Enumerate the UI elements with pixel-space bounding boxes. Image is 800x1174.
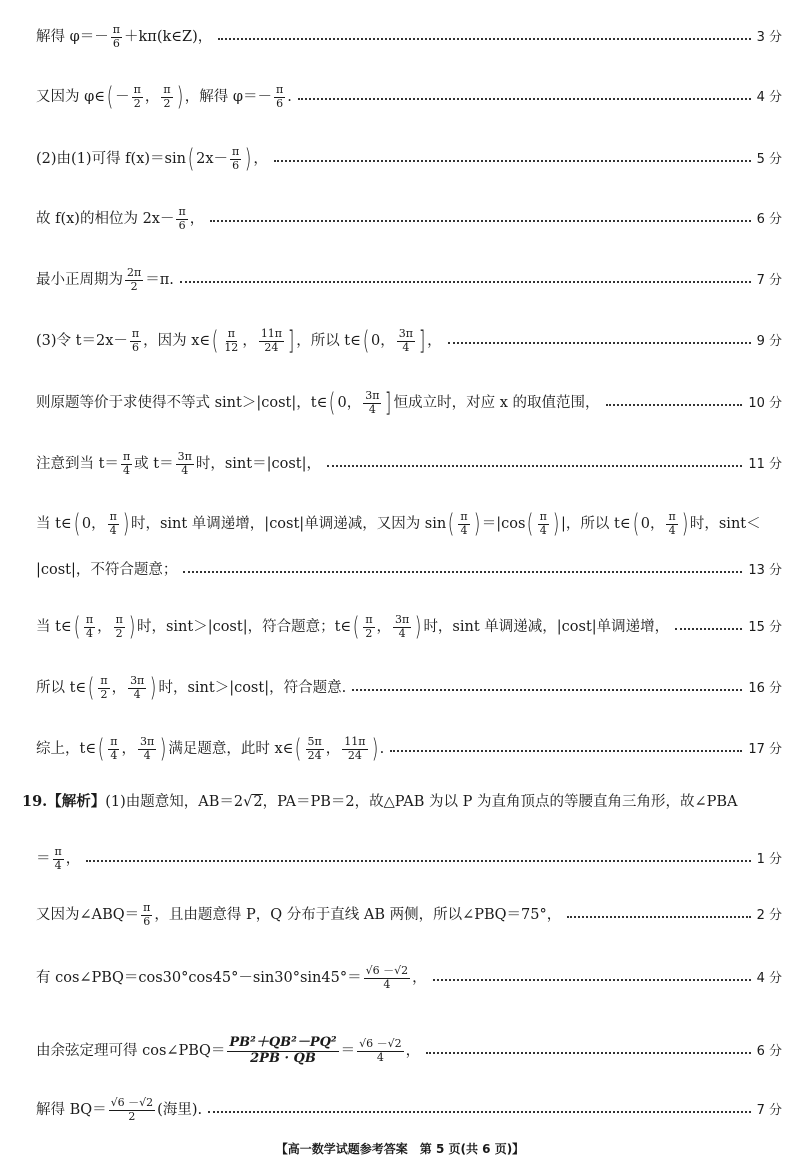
fraction: $\frac{√6 -√2}{4}$ bbox=[365, 964, 409, 991]
text: 解得 BQ＝ bbox=[36, 1101, 107, 1118]
paren: ) bbox=[552, 509, 560, 540]
paren: ( bbox=[73, 509, 81, 540]
text: 所以 t∈ bbox=[36, 679, 87, 696]
fraction: $\frac{3\pi}{4}$ bbox=[130, 674, 145, 701]
solution-line-12 bbox=[36, 673, 782, 704]
solution-line-5 bbox=[36, 267, 782, 293]
text: ，所以 t∈ bbox=[296, 332, 361, 349]
text: 时，sint 单调递增，|cost|单调递减，又因为 sin bbox=[130, 515, 447, 532]
text: 当 t∈ bbox=[36, 618, 72, 635]
fraction: $\frac{\pi}{6}$ bbox=[143, 901, 151, 928]
text: 注意到当 t＝ bbox=[36, 455, 119, 472]
text: ， bbox=[121, 740, 136, 757]
text: ， bbox=[649, 515, 665, 532]
text: 有 cos∠PBQ＝cos30°cos45°－sin30°sin45°＝ bbox=[36, 969, 362, 986]
text: ， bbox=[97, 618, 112, 635]
text: (2)由(1)可得 f(x)＝sin bbox=[36, 150, 186, 167]
dot-leader bbox=[218, 38, 750, 40]
solution-line-13 bbox=[36, 734, 782, 765]
text: ， bbox=[346, 394, 362, 411]
solution-line-1 bbox=[36, 24, 782, 50]
paren: ) bbox=[122, 509, 130, 540]
text: 则原题等价于求使得不等式 sint＞|cost|，t∈ bbox=[36, 394, 328, 411]
fraction: $\frac{\pi}{2}$ bbox=[133, 83, 141, 110]
text: ＝π. bbox=[145, 271, 174, 288]
score-label: 7 分 bbox=[756, 272, 782, 288]
text: . bbox=[379, 740, 385, 757]
text: ＝ bbox=[340, 1043, 356, 1060]
dot-leader bbox=[210, 220, 750, 222]
text: 0 bbox=[81, 515, 92, 532]
fraction: $\frac{2\pi}{2}$ bbox=[127, 266, 142, 293]
text: ， bbox=[253, 150, 268, 167]
text: ，解得 φ＝－ bbox=[184, 88, 273, 105]
text: (海里). bbox=[157, 1101, 203, 1118]
fraction: $\frac{\pi}{4}$ bbox=[109, 510, 117, 537]
paren: ( bbox=[362, 326, 370, 357]
text: |cost|，不符合题意； bbox=[36, 562, 178, 578]
score-label: 15 分 bbox=[748, 619, 782, 635]
dot-leader bbox=[567, 916, 750, 918]
solution-line-10 bbox=[36, 563, 782, 578]
sqrt-radicand: 2 bbox=[253, 794, 263, 810]
text: ， bbox=[91, 515, 106, 532]
fraction: $\frac{√6 -√2}{4}$ bbox=[359, 1037, 402, 1064]
text: 解得 φ＝－ bbox=[36, 28, 109, 45]
text: ， bbox=[325, 740, 341, 757]
fraction: $\frac{\pi}{12}$ bbox=[224, 327, 239, 354]
section-tag: 19.【解析】 bbox=[22, 792, 106, 810]
text: |，所以 t∈ bbox=[561, 515, 631, 532]
text: ，且由题意得 P，Q 分布于直线 AB 两侧，所以∠PBQ＝75°， bbox=[154, 906, 562, 923]
text: ， bbox=[380, 332, 395, 349]
text: 又因为∠ABQ＝ bbox=[36, 906, 140, 923]
paren: ) bbox=[473, 509, 481, 540]
fraction: $\frac{3\pi}{4}$ bbox=[177, 450, 192, 477]
fraction: $\frac{\pi}{4}$ bbox=[85, 613, 94, 640]
dot-leader bbox=[606, 404, 743, 406]
text: 由余弦定理可得 cos∠PBQ＝ bbox=[36, 1043, 226, 1060]
fraction: $\frac{\pi}{6}$ bbox=[276, 83, 284, 110]
text: ＋kπ(k∈Z)， bbox=[124, 28, 213, 45]
score-label: 1 分 bbox=[756, 851, 782, 867]
score-label: 3 分 bbox=[756, 29, 782, 45]
sqrt-symbol: √ bbox=[243, 793, 253, 810]
score-label: 6 分 bbox=[756, 211, 782, 227]
text: － bbox=[115, 88, 130, 105]
dot-leader bbox=[183, 571, 742, 573]
text: ， bbox=[405, 1043, 421, 1060]
text: ， bbox=[189, 210, 205, 227]
fraction: $\frac{\pi}{4}$ bbox=[668, 510, 676, 537]
text: 最小正周期为 bbox=[36, 271, 123, 288]
text: ， bbox=[242, 332, 257, 349]
text: ， bbox=[111, 679, 127, 696]
solution-line-17 bbox=[36, 965, 782, 991]
score-label: 11 分 bbox=[748, 456, 782, 472]
text: ＝|cos bbox=[481, 515, 526, 532]
fraction: $\frac{3\pi}{4}$ bbox=[398, 327, 413, 354]
paren: ( bbox=[352, 612, 360, 643]
fraction: $\frac{√6 -√2}{2}$ bbox=[110, 1096, 154, 1123]
score-label: 6 分 bbox=[756, 1043, 782, 1059]
score-label: 13 分 bbox=[748, 562, 782, 578]
text: 故 f(x)的相位为 2x－ bbox=[36, 210, 175, 227]
solution-line-18 bbox=[36, 1036, 782, 1067]
fraction: $\frac{\pi}{2}$ bbox=[163, 83, 171, 110]
dot-leader bbox=[433, 979, 751, 981]
solution-line-3 bbox=[36, 144, 782, 175]
solution-line-15 bbox=[36, 846, 782, 872]
paren: ( bbox=[329, 388, 336, 419]
text: ， bbox=[144, 88, 160, 105]
dot-leader bbox=[675, 628, 742, 630]
solution-line-6 bbox=[36, 326, 782, 357]
paren: ) bbox=[681, 509, 689, 540]
text: 时，sint＝|cost|， bbox=[195, 455, 321, 472]
score-label: 2 分 bbox=[756, 907, 782, 923]
text: ， bbox=[65, 850, 81, 867]
solution-line-11 bbox=[36, 612, 782, 643]
fraction: $\frac{\pi}{6}$ bbox=[178, 205, 186, 232]
score-label: 4 分 bbox=[756, 970, 782, 986]
paren: ) bbox=[415, 612, 422, 643]
paren: ( bbox=[87, 673, 95, 704]
dot-leader bbox=[298, 98, 751, 100]
dot-leader bbox=[208, 1111, 750, 1113]
text: 时，sint＞|cost|，符合题意. bbox=[158, 679, 347, 696]
paren: ] bbox=[385, 388, 392, 419]
paren: ) bbox=[176, 82, 184, 113]
dot-leader bbox=[352, 689, 742, 691]
paren: ( bbox=[73, 612, 81, 643]
fraction: $\frac{\pi}{2}$ bbox=[100, 674, 108, 701]
fraction: $\frac{\pi}{2}$ bbox=[365, 613, 373, 640]
dot-leader bbox=[180, 281, 751, 283]
fraction: $\frac{\pi}{4}$ bbox=[110, 735, 118, 762]
fraction: $\frac{\pi}{6}$ bbox=[131, 327, 140, 354]
fraction: $\frac{3\pi}{4}$ bbox=[365, 389, 380, 416]
text: 满足题意，此时 x∈ bbox=[168, 740, 294, 757]
text: ，PA＝PB＝2，故△PAB 为以 P 为直角顶点的等腰直角三角形，故∠PBA bbox=[262, 793, 738, 810]
text: 2x－ bbox=[196, 150, 229, 167]
text: 又因为 φ∈ bbox=[36, 88, 105, 105]
score-label: 5 分 bbox=[756, 151, 782, 167]
paren: ( bbox=[448, 509, 455, 540]
paren: ] bbox=[418, 326, 426, 357]
paren: ( bbox=[97, 734, 105, 765]
fraction: $\frac{\pi}{4}$ bbox=[460, 510, 468, 537]
fraction: $\frac{\pi}{2}$ bbox=[115, 613, 123, 640]
score-label: 10 分 bbox=[748, 395, 782, 411]
text: 0 bbox=[337, 394, 347, 411]
score-label: 4 分 bbox=[756, 89, 782, 105]
paren: ( bbox=[295, 734, 302, 765]
fraction: $\frac{11\pi}{24}$ bbox=[344, 735, 366, 762]
paren: ) bbox=[245, 144, 252, 175]
paren: ) bbox=[150, 673, 157, 704]
text: 0 bbox=[640, 515, 650, 532]
fraction: $\frac{11\pi}{24}$ bbox=[260, 327, 283, 354]
solution-line-8 bbox=[36, 451, 782, 477]
dot-leader bbox=[274, 160, 751, 162]
fraction: $\frac{\pi}{4}$ bbox=[122, 450, 131, 477]
fraction: $\frac{\pi}{6}$ bbox=[232, 145, 240, 172]
fraction: $\frac{\pi}{6}$ bbox=[112, 23, 120, 50]
dot-leader bbox=[426, 1052, 750, 1054]
fraction: $\frac{5\pi}{24}$ bbox=[307, 735, 322, 762]
page-footer: 【高一数学试题参考答案 第 5 页(共 6 页)】 bbox=[275, 1142, 525, 1156]
solution-line-2 bbox=[36, 82, 782, 113]
paren: ) bbox=[128, 612, 136, 643]
score-label: 17 分 bbox=[748, 741, 782, 757]
paren: ( bbox=[632, 509, 639, 540]
paren: ( bbox=[187, 144, 195, 175]
text: 或 t＝ bbox=[134, 455, 174, 472]
text: 恒成立时，对应 x 的取值范围， bbox=[393, 394, 600, 411]
paren: ( bbox=[106, 82, 114, 113]
solution-line-19 bbox=[36, 1097, 782, 1123]
dot-leader bbox=[448, 342, 751, 344]
text: ， bbox=[427, 332, 442, 349]
text: ， bbox=[412, 969, 427, 986]
solution-line-9 bbox=[36, 509, 782, 540]
text: 时，sint 单调递减，|cost|单调递增， bbox=[423, 618, 670, 635]
text: (3)令 t＝2x－ bbox=[36, 332, 128, 349]
paren: ) bbox=[371, 734, 378, 765]
text: . bbox=[287, 88, 292, 105]
problem-19-header bbox=[22, 794, 782, 810]
dot-leader bbox=[390, 750, 742, 752]
solution-line-4 bbox=[36, 206, 782, 232]
text: 时，sint＞|cost|，符合题意；t∈ bbox=[136, 618, 352, 635]
dot-leader bbox=[327, 465, 742, 467]
score-label: 16 分 bbox=[748, 680, 782, 696]
fraction: $\frac{\text{PB²＋QB²－PQ²}}{2PB \cdot QB}$ bbox=[229, 1035, 337, 1066]
solution-line-16 bbox=[36, 902, 782, 928]
text: (1)由题意知，AB＝2 bbox=[105, 793, 244, 810]
text: 时，sint＜ bbox=[689, 515, 761, 532]
fraction: $\frac{\pi}{4}$ bbox=[539, 510, 547, 537]
solution-line-7 bbox=[36, 388, 782, 419]
paren: ] bbox=[287, 326, 295, 357]
text: 当 t∈ bbox=[36, 515, 72, 532]
text: 综上，t∈ bbox=[36, 740, 97, 757]
fraction: $\frac{\pi}{4}$ bbox=[54, 845, 62, 872]
score-label: 9 分 bbox=[756, 333, 782, 349]
score-label: 7 分 bbox=[756, 1102, 782, 1118]
dot-leader bbox=[86, 860, 750, 862]
text: 0 bbox=[371, 332, 381, 349]
fraction: $\frac{3\pi}{4}$ bbox=[395, 613, 410, 640]
paren: ( bbox=[527, 509, 534, 540]
paren: ( bbox=[211, 326, 219, 357]
text: ， bbox=[376, 618, 392, 635]
text: ，因为 x∈ bbox=[143, 332, 211, 349]
fraction: $\frac{3\pi}{4}$ bbox=[139, 735, 155, 762]
paren: ) bbox=[159, 734, 167, 765]
text: ＝ bbox=[36, 850, 51, 867]
